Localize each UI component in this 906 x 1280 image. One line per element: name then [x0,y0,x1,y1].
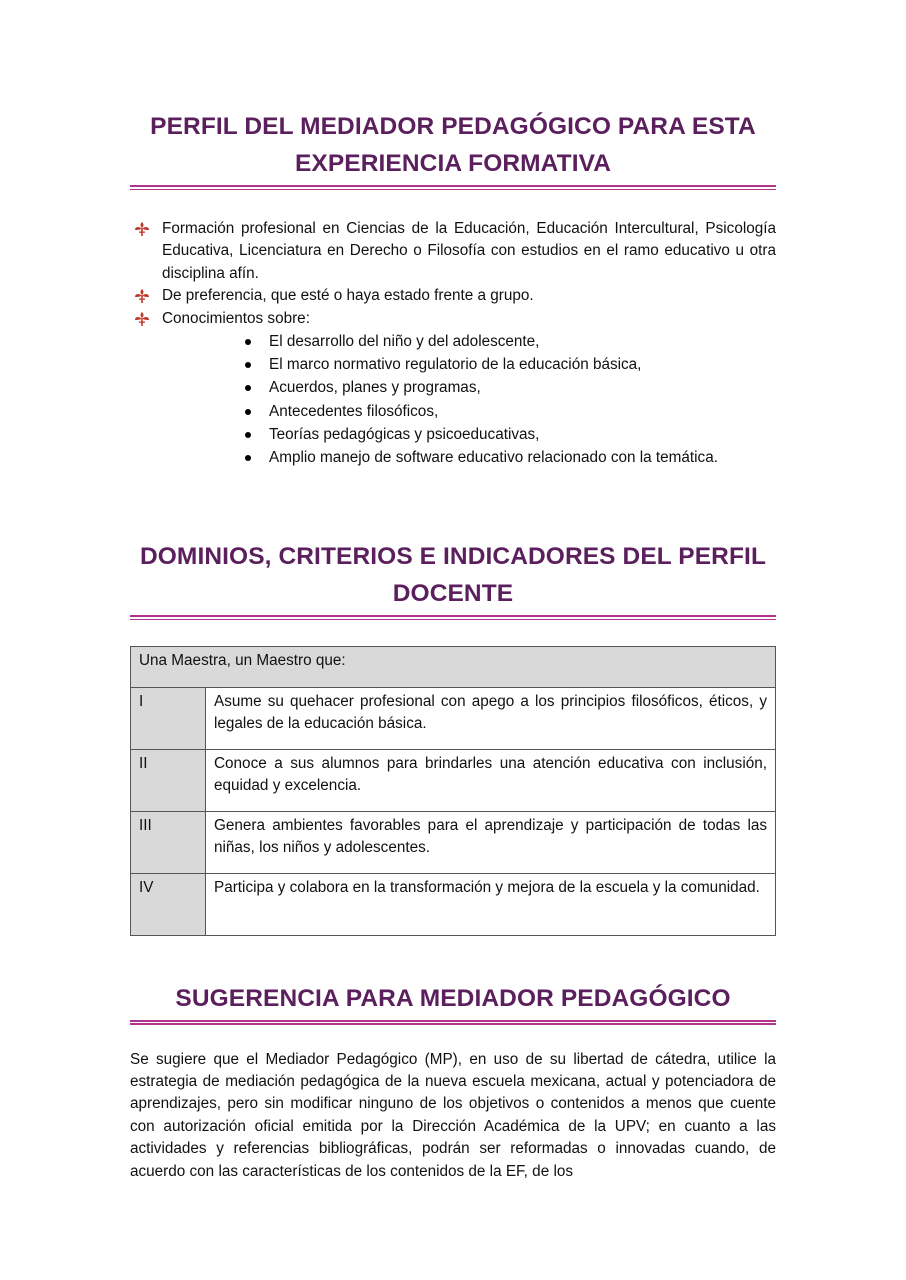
heading-line: PERFIL DEL MEDIADOR PEDAGÓGICO PARA ESTA [150,113,756,140]
fleur-bullet-icon [134,288,150,304]
heading-divider [130,615,776,620]
section-heading-sugerencia [130,980,776,1017]
domains-table [130,646,776,935]
sublist-item: Acuerdos, planes y programas, [237,376,776,399]
list-item-text: De preferencia, que esté o haya estado frente a grupo. [162,287,534,305]
list-item-text: Conocimientos sobre: [162,309,310,327]
table-header-row [131,647,776,687]
list-item [130,218,776,285]
section-heading-perfil-mediador [130,108,776,182]
table-header-cell: Una Maestra, un Maestro que: [131,647,776,687]
domain-number: IV [131,873,206,935]
domain-description: Participa y colabora en la transformación y mejora de la escuela y la comunidad. [206,873,776,935]
heading-line: EXPERIENCIA FORMATIVA [294,150,612,177]
domain-description: Conoce a sus alumnos para brindarles una atención educativa con inclusión, equidad y excelencia. [206,749,776,811]
heading-line: DOCENTE [392,580,514,608]
domain-number: I [131,687,206,749]
suggestion-paragraph: Se sugiere que el Mediador Pedagógico (MP), en uso de su libertad de cátedra, utilice la estrategia de mediación pedagógica de la nueva escuela mexicana, actual y potenciadora de aprendizajes, pero sin modificar ninguno de los objetivos o contenidos a menos que cuente con autorización oficial emitida por la Dirección Académica de la UPV; en cuanto a las actividades y referencias bibliográficas, podrán ser reformadas o innovadas cuando, de acuerdo con las características de los contenidos de la EF, de los [130,1050,776,1180]
sublist-item: El desarrollo del niño y del adolescente, [237,330,776,353]
profile-requirements-list [130,218,776,330]
fleur-bullet-icon [134,311,150,327]
heading-line: SUGERENCIA PARA MEDIADOR PEDAGÓGICO [175,984,731,1012]
heading-divider [130,185,776,190]
page-content [130,108,776,1183]
domain-description: Genera ambientes favorables para el aprendizaje y participación de todas las niñas, los niños y adolescentes. [206,811,776,873]
list-item [130,308,776,330]
domain-number: II [131,749,206,811]
domain-description: Asume su quehacer profesional con apego a los principios filosóficos, éticos, y legales de la educación básica. [206,687,776,749]
sublist-item: Amplio manejo de software educativo relacionado con la temática. [237,446,776,469]
table-row [131,749,776,811]
domain-number: III [131,811,206,873]
sublist-item: Antecedentes filosóficos, [237,400,776,423]
list-item [130,285,776,307]
heading-divider [130,1020,776,1025]
table-row [131,687,776,749]
section-heading-dominios [130,538,776,612]
table-row [131,873,776,935]
fleur-bullet-icon [134,221,150,237]
table-row [131,811,776,873]
sublist-item: El marco normativo regulatorio de la educación básica, [237,353,776,376]
sublist-item: Teorías pedagógicas y psicoeducativas, [237,423,776,446]
knowledge-sublist [130,330,776,469]
heading-line: DOMINIOS, CRITERIOS E INDICADORES DEL PERFIL [139,543,767,571]
list-item-text: Formación profesional en Ciencias de la Educación, Educación Intercultural, Psicología Educativa, Licenciatura en Derecho o Filosofía con estudios en el ramo educativo u otra disciplina afín. [162,220,776,282]
